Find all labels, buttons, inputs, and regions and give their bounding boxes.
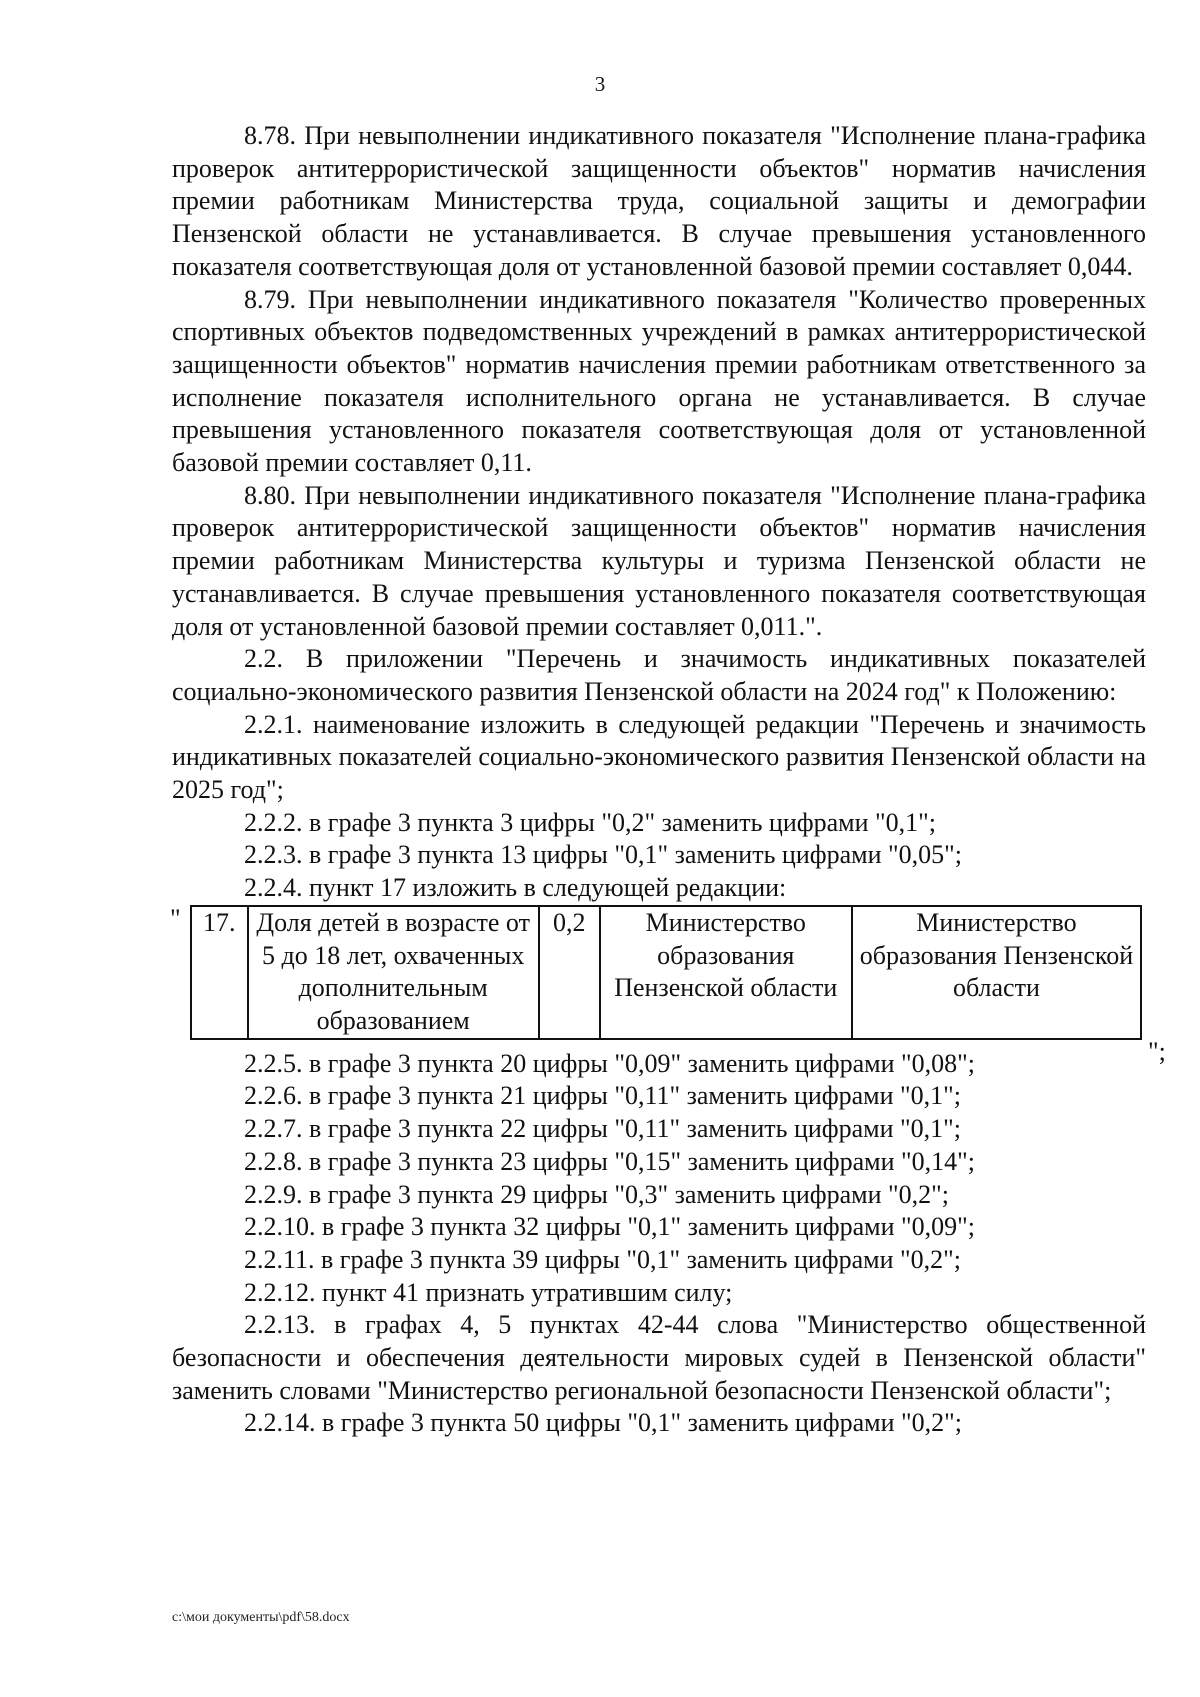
cell-responsible-2: Министерство образования Пензенской области	[852, 906, 1141, 1039]
paragraph-2-2-12: 2.2.12. пункт 41 признать утратившим силу;	[244, 1277, 733, 1307]
cell-number: 17.	[191, 906, 248, 1039]
paragraph-2-2-4: 2.2.4. пункт 17 изложить в следующей редакции:	[244, 873, 787, 903]
table-row	[191, 906, 1141, 1039]
cell-indicator: Доля детей в возрасте от 5 до 18 лет, охваченных дополнительным образованием	[248, 906, 539, 1039]
replacement-table	[190, 905, 1142, 1040]
table-open-quote: "	[170, 903, 181, 933]
paragraph-2-2-3: 2.2.3. в графе 3 пункта 13 цифры "0,1" заменить цифрами "0,05";	[244, 840, 962, 870]
paragraph-2-2-10: 2.2.10. в графе 3 пункта 32 цифры "0,1" заменить цифрами "0,09";	[244, 1212, 975, 1242]
paragraph-2-2-8: 2.2.8. в графе 3 пункта 23 цифры "0,15" заменить цифрами "0,14";	[244, 1146, 975, 1176]
paragraph-2-2-9: 2.2.9. в графе 3 пункта 29 цифры "0,3" заменить цифрами "0,2";	[244, 1179, 949, 1209]
paragraph-2-2-14: 2.2.14. в графе 3 пункта 50 цифры "0,1" заменить цифрами "0,2";	[244, 1408, 962, 1438]
paragraph-8-78: 8.78. При невыполнении индикативного показателя "Исполнение плана-графика проверок антитеррористической защищенности объектов" норматив начисления премии работникам Министерства труда, социальной защиты и демографии Пензенской области не устанавливается. В случае превышения установленного показателя соответствующая доля от установленной базовой премии составляет 0,044.	[172, 121, 1146, 281]
paragraph-8-79: 8.79. При невыполнении индикативного показателя "Количество проверенных спортивных объектов подведомственных учреждений в рамках антитеррористической защищенности объектов" норматив начисления премии работникам ответственного за исполнение показателя исполнительного органа не устанавливается. В случае превышения установленного показателя соответствующая доля от установленной базовой премии составляет 0,11.	[172, 284, 1146, 478]
paragraph-2-2-5: 2.2.5. в графе 3 пункта 20 цифры "0,09" заменить цифрами "0,08";	[244, 1048, 975, 1078]
table-close-quote: ";	[1148, 1036, 1166, 1066]
paragraph-2-2-13: 2.2.13. в графах 4, 5 пунктах 42-44 слова "Министерство общественной безопасности и обеспечения деятельности мировых судей в Пензенской области" заменить словами "Министерство региональной безопасности Пензенской области";	[172, 1310, 1146, 1405]
cell-responsible-1: Министерство образования Пензенской области	[600, 906, 852, 1039]
paragraph-8-80: 8.80. При невыполнении индикативного показателя "Исполнение плана-графика проверок антитеррористической защищенности объектов" норматив начисления премии работникам Министерства культуры и туризма Пензенской области не устанавливается. В случае превышения установленного показателя соответствующая доля от установленной базовой премии составляет 0,011.".	[172, 480, 1146, 641]
footer-file-path: c:\мои документы\pdf\58.docx	[172, 1610, 350, 1625]
paragraph-2-2-2: 2.2.2. в графе 3 пункта 3 цифры "0,2" заменить цифрами "0,1";	[244, 807, 936, 837]
paragraph-2-2-6: 2.2.6. в графе 3 пункта 21 цифры "0,11" заменить цифрами "0,1";	[244, 1081, 961, 1111]
cell-weight: 0,2	[539, 906, 600, 1039]
paragraph-2-2-1: 2.2.1. наименование изложить в следующей редакции "Перечень и значимость индикативных показателей социально-экономического развития Пензенской области на 2025 год";	[172, 709, 1146, 805]
page-number: 3	[594, 72, 606, 96]
document-body	[170, 120, 1166, 1440]
paragraph-2-2-11: 2.2.11. в графе 3 пункта 39 цифры "0,1" заменить цифрами "0,2";	[244, 1244, 961, 1274]
paragraph-2-2-7: 2.2.7. в графе 3 пункта 22 цифры "0,11" заменить цифрами "0,1";	[244, 1114, 961, 1144]
paragraph-2-2: 2.2. В приложении "Перечень и значимость индикативных показателей социально-экономического развития Пензенской области на 2024 год" к Положению:	[172, 644, 1146, 706]
